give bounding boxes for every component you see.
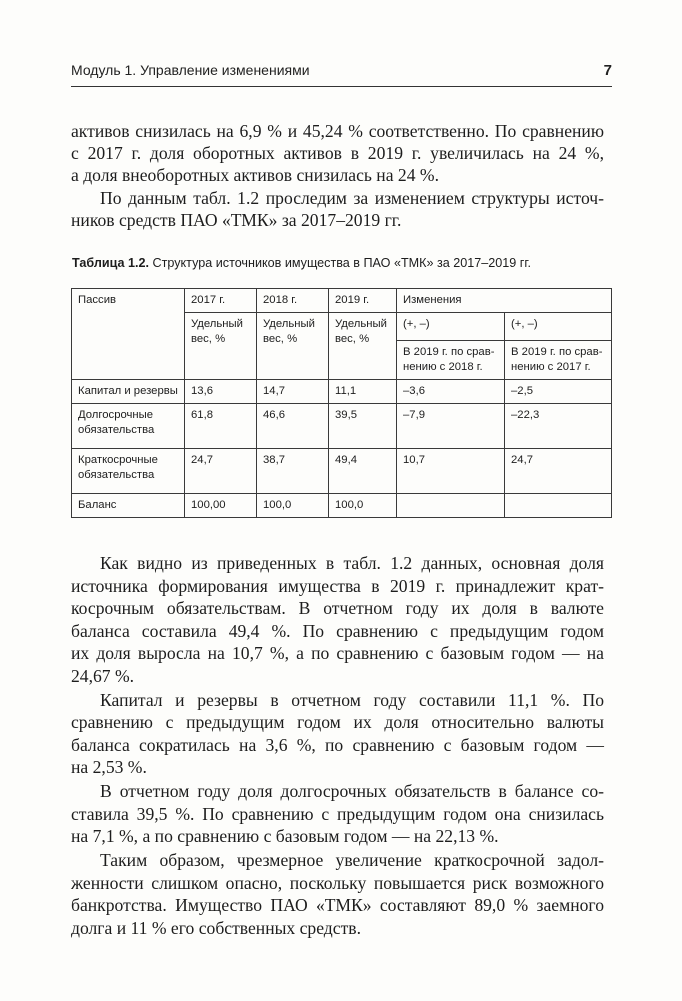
table-cell: –3,6	[397, 380, 505, 404]
table-cell: 39,5	[329, 404, 397, 449]
table-cell: 100,00	[185, 494, 257, 518]
table-row	[72, 449, 612, 494]
paragraph-line: их доля выросла на 10,7 %, а по сравнению с базовым годом — на	[71, 643, 604, 663]
paragraph-line: Капитал и резервы в отчетном году составили 11,1 %. По	[100, 690, 604, 710]
header-cell: 2017 г.	[185, 289, 257, 313]
table-cell: 49,4	[329, 449, 397, 494]
header-cell: (+, –)	[505, 313, 612, 341]
table-cell: –7,9	[397, 404, 505, 449]
table-caption	[72, 256, 612, 270]
table-cell: 38,7	[257, 449, 329, 494]
table-cell: 14,7	[257, 380, 329, 404]
table-cell: 100,0	[257, 494, 329, 518]
table-cell: 10,7	[397, 449, 505, 494]
table-cell: 61,8	[185, 404, 257, 449]
paragraph-line: ников средств ПАО «ТМК» за 2017–2019 гг.	[71, 210, 402, 230]
paragraph-line: женности слишком опасно, поскольку повышается риск возможного	[71, 873, 604, 893]
paragraph-line: долга и 11 % его собственных средств.	[71, 918, 361, 938]
header-cell: Удельный вес, %	[329, 313, 397, 380]
table-caption-label: Таблица 1.2.	[72, 256, 149, 270]
paragraph-line: банкротства. Имущество ПАО «ТМК» составляют 89,0 % заемного	[71, 895, 604, 915]
table-cell: 24,7	[185, 449, 257, 494]
header-cell: 2019 г.	[329, 289, 397, 313]
paragraph-line: на 7,1 %, а по сравнению с базовым годом — на 22,13 %.	[71, 826, 499, 846]
row-label: Долгосрочные обязательства	[72, 404, 185, 449]
paragraph-line: с 2017 г. доля оборотных активов в 2019 г. увеличилась на 24 %,	[71, 143, 604, 163]
paragraph-line: баланса сократилась на 3,6 %, по сравнению с базовым годом —	[71, 735, 604, 755]
table-cell: 46,6	[257, 404, 329, 449]
header-cell: Пассив	[72, 289, 185, 380]
paragraph-line: Как видно из приведенных в табл. 1.2 данных, основная доля	[100, 553, 604, 573]
paragraph-line: а доля внеоборотных активов снизилась на 24 %.	[71, 165, 439, 185]
header-cell: 2018 г.	[257, 289, 329, 313]
table-row	[72, 380, 612, 404]
paragraph-line: косрочным обязательствам. В отчетном году их доля в валюте	[71, 598, 604, 618]
paragraph-line: сравнению с предыдущим годом их доля относительно валюты	[71, 712, 604, 732]
header-cell: Удельный вес, %	[185, 313, 257, 380]
running-header	[71, 62, 612, 79]
table-row	[72, 404, 612, 449]
row-label: Капитал и резервы	[72, 380, 185, 404]
table-cell: 13,6	[185, 380, 257, 404]
paragraph-line: баланса составила 49,4 %. По сравнению с предыдущим годом	[71, 621, 604, 641]
table-cell: –22,3	[505, 404, 612, 449]
table-cell: 11,1	[329, 380, 397, 404]
header-cell: Изменения	[397, 289, 612, 313]
header-rule	[71, 86, 612, 87]
paragraph-line: ставила 39,5 %. По сравнению с предыдущим годом она снизилась	[71, 804, 604, 824]
page-number: 7	[603, 62, 612, 79]
table-caption-text: Структура источников имущества в ПАО «ТМК» за 2017–2019 гг.	[152, 256, 531, 270]
paragraph-line: на 2,53 %.	[71, 757, 147, 777]
table-cell: 100,0	[329, 494, 397, 518]
paragraph-line: Таким образом, чрезмерное увеличение краткосрочной задол-	[100, 850, 604, 870]
row-label: Краткосрочные обязательства	[72, 449, 185, 494]
table-cell	[505, 494, 612, 518]
structure-table	[71, 288, 612, 518]
table-row	[72, 494, 612, 518]
header-cell: В 2019 г. по срав- нению с 2017 г.	[505, 341, 612, 380]
paragraph-line: В отчетном году доля долгосрочных обязательств в балансе со-	[100, 781, 604, 801]
paragraph-line: активов снизилась на 6,9 % и 45,24 % соответственно. По сравнению	[71, 121, 604, 141]
header-cell: В 2019 г. по срав- нению с 2018 г.	[397, 341, 505, 380]
paragraph-line: По данным табл. 1.2 проследим за изменением структуры источ-	[100, 188, 604, 208]
row-label: Баланс	[72, 494, 185, 518]
header-cell: Удельный вес, %	[257, 313, 329, 380]
table-cell: 24,7	[505, 449, 612, 494]
paragraph-line: 24,67 %.	[71, 666, 135, 686]
table-header-row	[72, 289, 612, 313]
paragraph-line: источника формирования имущества в 2019 г. принадлежит крат-	[71, 576, 604, 596]
header-cell: (+, –)	[397, 313, 505, 341]
table-cell	[397, 494, 505, 518]
table-cell: –2,5	[505, 380, 612, 404]
header-title: Модуль 1. Управление изменениями	[71, 62, 310, 78]
